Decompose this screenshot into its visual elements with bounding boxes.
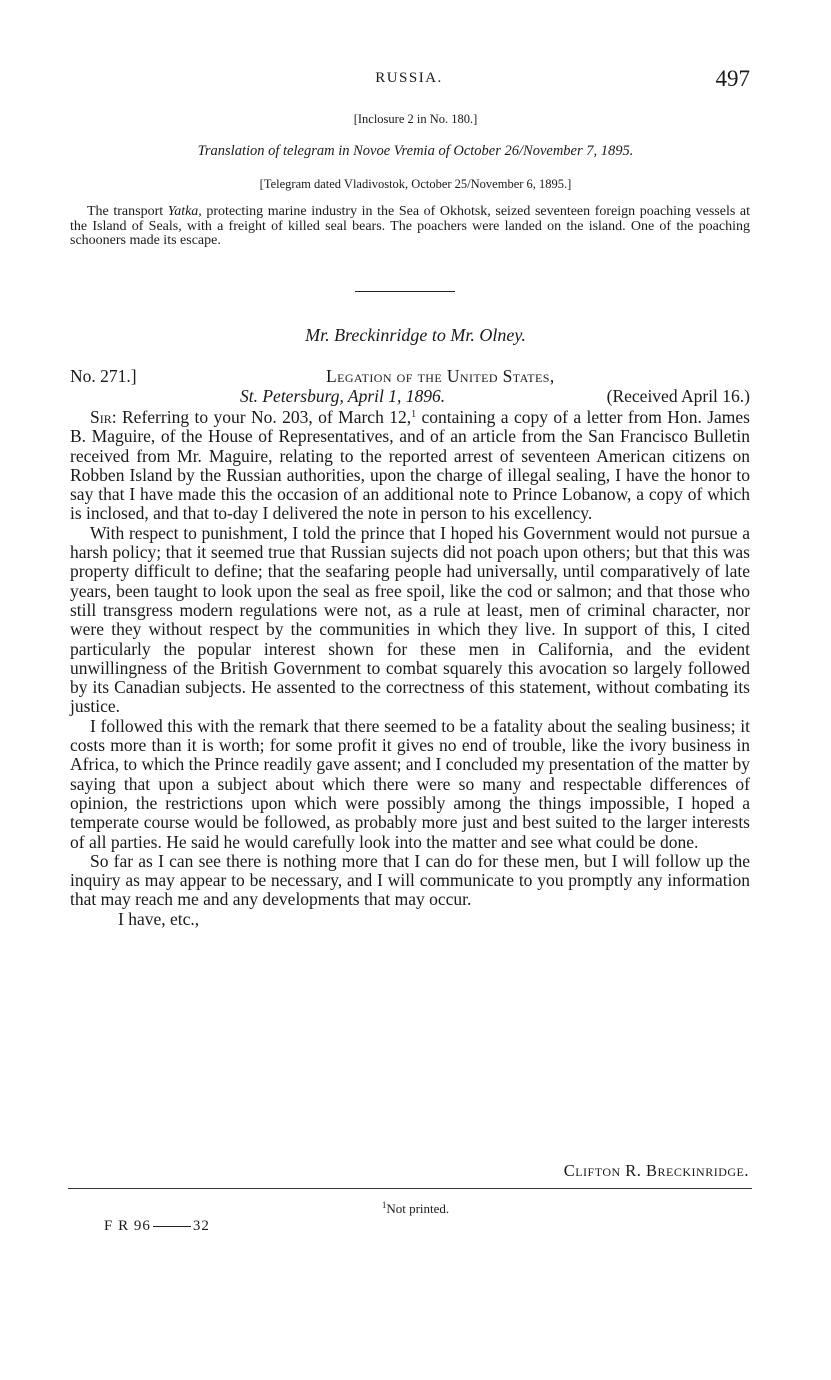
letter-paragraph-1 [70,408,750,524]
footnote-divider [68,1188,752,1189]
telegram-paragraph [70,205,750,249]
paragraph-1-text-a: Referring to your No. 203, of March 12, [116,407,412,427]
footnote-mark: 1 [381,1200,387,1210]
signature-mark-right: 32 [192,1218,210,1234]
letter-dateline [70,366,750,410]
received-date: (Received April 16.) [606,386,750,406]
place-and-date: St. Petersburg, April 1, 1896. [240,386,446,406]
signature-mark-left: F R 96 [104,1218,151,1234]
telegram-text-rest: protecting marine industry in the Sea of Okhotsk, seized seventeen foreign poaching vessels at the Island of Seals, with a freight of killed seal bears. The poachers were landed on the island. One of the poaching schooners made its escape. [70,204,750,248]
footnote [0,1201,831,1217]
inclosure-note: [Inclosure 2 in No. 180.] [353,112,478,126]
telegram-body [70,205,750,249]
ship-name: Yatka, [167,204,202,219]
telegram-title: Translation of telegram in Novoe Vremia of October 26/November 7, 1895. [197,143,634,159]
section-divider [355,291,455,292]
document-number: No. 271.] [70,366,137,386]
letter-paragraph-3: I followed this with the remark that there seemed to be a fatality about the sealing business; it costs more than it is worth; for some profit it gives no end of trouble, like the ivory business in Africa, to which the Prince readily gave assent; and I concluded my presentation of the matter by saying that upon a subject about which there were so many and respectable differences of opinion, the restrictions upon which were possibly among the things impossible, I hoped a temperate course would be followed, as probably more just and best suited to the larger interests of all parties. He said he would carefully look into the matter and see what could be done. [70,715,750,852]
page-number: 497 [715,66,750,91]
letter-heading: Mr. Breckinridge to Mr. Olney. [305,325,526,345]
printer-signature-mark [104,1218,210,1235]
letter-body [70,408,750,929]
letter-paragraph-4: So far as I can see there is nothing more that I can do for these men, but I will follow up the inquiry as may appear to be necessary, and I will communicate to you promptly any information that may reach me and any developments that may occur. [70,850,750,910]
letter-paragraph-2: With respect to punishment, I told the prince that I hoped his Government would not pursue a harsh policy; that it seemed true that Russian sujects did not poach upon others; but that this was property difficult to define; that the seafaring people had universally, until comparatively of late years, been taught to look upon the seal as free spoil, like the cod or salmon; and that those who still transgress modern regulations were not, as a rule at least, men of criminal character, nor were they without respect by the communities in which they live. In support of this, I cited particularly the popular interest shown for these men in California, and the evident unwillingness of the British Government to combat squarely this avocation so largely followed by its Canadian subjects. He assented to the correctness of this statement, without combating its justice. [70,522,750,717]
running-head [68,66,750,96]
footnote-text: Not printed. [386,1201,450,1216]
signature-mark-dash [153,1226,191,1227]
signature: Clifton R. Breckinridge. [563,1161,749,1180]
paragraph-1-text-b: containing a copy of a letter from Hon. James B. Maguire, of the House of Representatives, and of an article from the San Francisco Bulletin received from Mr. Maguire, relating to the reported arrest of seventeen American citizens on Robben Island by the Russian authorities, upon the charge of illegal sealing, I have the honor to say that I have made this the occasion of an additional note to Prince Lobanow, a copy of which is inclosed, and that to-day I delivered the note in person to his excellency. [70,407,750,524]
running-head-title: RUSSIA. [375,70,443,86]
closing-line: I have, etc., [118,908,200,929]
telegram-text-start: The transport [87,204,168,219]
footnote-reference: 1 [411,409,417,420]
salutation: Sir: [90,407,117,427]
legation-name: Legation of the United States, [326,366,555,386]
telegram-dateline: [Telegram dated Vladivostok, October 25/November 6, 1895.] [259,177,572,191]
